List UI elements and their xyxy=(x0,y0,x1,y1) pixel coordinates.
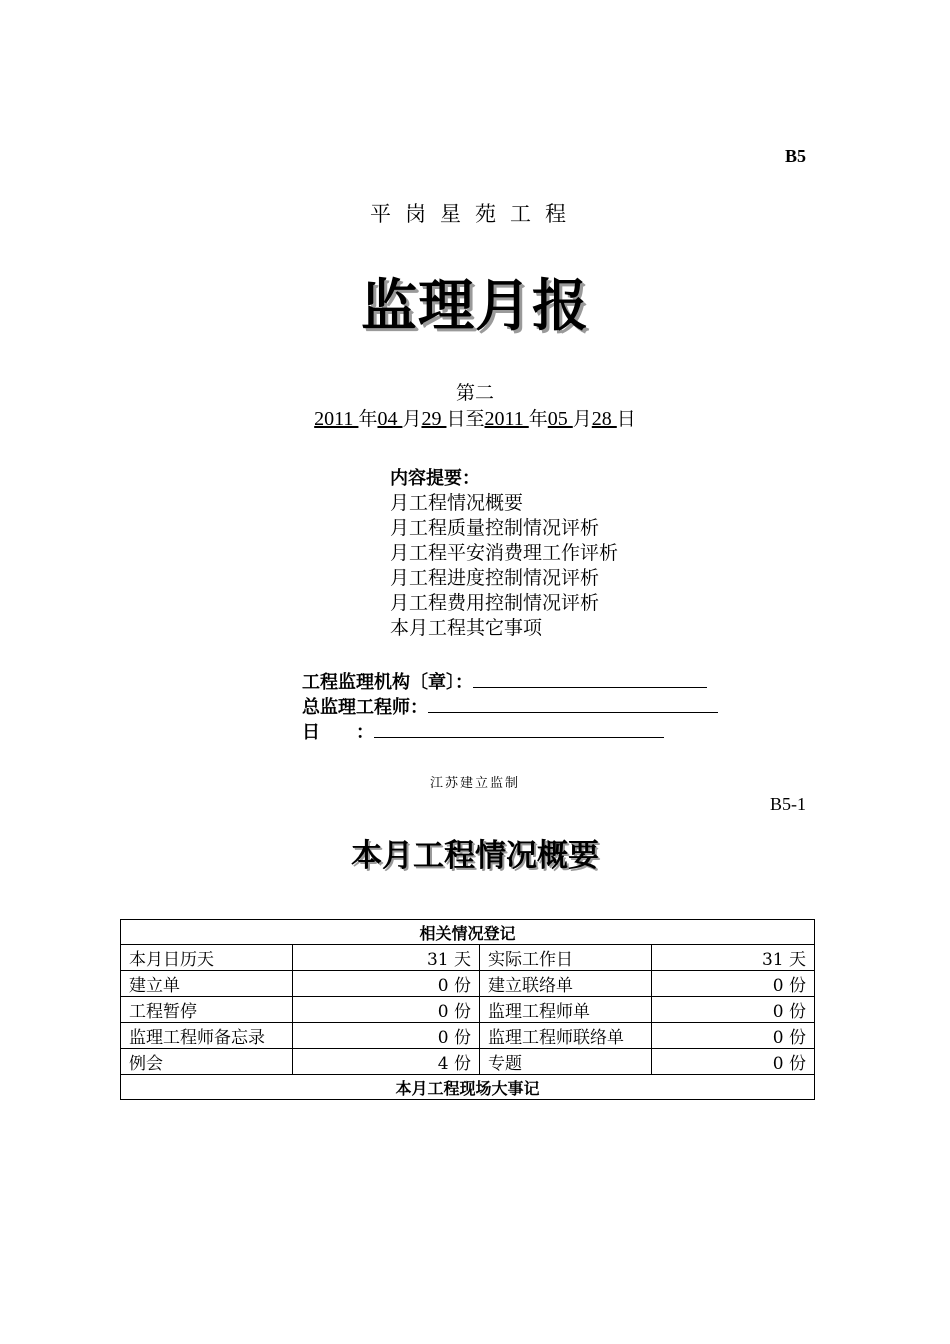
table-row: 本月日历天 31 天 实际工作日 31 天 xyxy=(121,945,815,971)
contents-item: 月工程进度控制情况评析 xyxy=(390,567,600,589)
contents-heading: 内容提要： xyxy=(390,468,480,489)
project-name: 平岗星苑工程 xyxy=(370,202,580,226)
contents-summary xyxy=(390,466,618,641)
report-period-dates: 2011 年04 月29 日至2011 年05 月28 日 xyxy=(314,408,636,430)
contents-item: 月工程情况概要 xyxy=(390,492,524,514)
registry-table xyxy=(120,919,815,1100)
chief-signature-line[interactable] xyxy=(428,694,718,713)
period-label: 第二 xyxy=(455,382,494,404)
contents-item: 月工程质量控制情况评析 xyxy=(390,517,600,539)
table-row: 例会 4 份 专题 0 份 xyxy=(121,1049,815,1075)
org-signature-line[interactable] xyxy=(473,669,707,688)
section-title: 本月工程情况概要 xyxy=(351,838,599,874)
report-title: 监理月报 xyxy=(361,274,589,339)
registry-header: 相关情况登记 xyxy=(121,920,815,945)
table-row: 工程暂停 0 份 监理工程师单 0 份 xyxy=(121,997,815,1023)
date-row xyxy=(302,718,664,744)
contents-item: 本月工程其它事项 xyxy=(390,617,543,639)
contents-item: 月工程费用控制情况评析 xyxy=(390,592,600,614)
table-header-row xyxy=(121,920,815,945)
end-day: 28 xyxy=(591,408,617,430)
chief-signature-row xyxy=(302,693,718,719)
date-line[interactable] xyxy=(374,719,664,738)
chief-label: 总监理工程师： xyxy=(302,697,428,718)
section-code: B5-1 xyxy=(770,794,806,814)
end-month: 05 xyxy=(547,408,573,430)
org-label: 工程监理机构〔章〕： xyxy=(302,672,473,693)
start-month: 04 xyxy=(377,408,403,430)
date-label: 日 ： xyxy=(302,722,374,743)
maker-note: 江苏建立监制 xyxy=(429,776,520,791)
table-footer-row xyxy=(121,1075,815,1100)
registry-footer: 本月工程现场大事记 xyxy=(121,1075,815,1100)
start-year: 2011 xyxy=(314,408,359,430)
form-code: B5 xyxy=(784,146,806,166)
contents-item: 月工程平安消费理工作评析 xyxy=(390,542,619,564)
org-signature-row xyxy=(302,668,707,694)
table-row: 监理工程师备忘录 0 份 监理工程师联络单 0 份 xyxy=(121,1023,815,1049)
start-day: 29 xyxy=(421,408,447,430)
end-year: 2011 xyxy=(484,408,529,430)
table-row: 建立单 0 份 建立联络单 0 份 xyxy=(121,971,815,997)
